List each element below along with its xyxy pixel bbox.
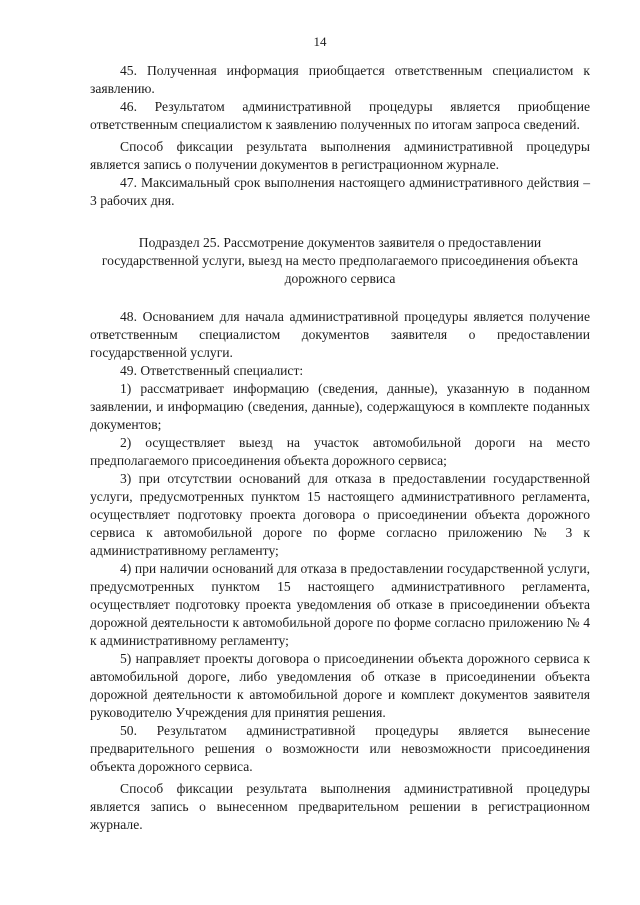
- paragraph-48: 48. Основанием для начала административной процедуры является получение ответственным специалистом документов заявителя о предоставлении государственной услуги.: [90, 309, 590, 360]
- paragraph-fixation-method-2: Способ фиксации результата выполнения административной процедуры является запись о вынесенном предварительном решении в регистрационном журнале.: [90, 781, 590, 832]
- paragraph-45: 45. Полученная информация приобщается ответственным специалистом к заявлению.: [90, 63, 590, 96]
- list-item-2: 2) осуществляет выезд на участок автомобильной дороги на место предполагаемого присоединения объекта дорожного сервиса;: [90, 435, 590, 468]
- subsection-title: Подраздел 25. Рассмотрение документов заявителя о предоставлении государственной услуги, выезд на место предполагаемого присоединения объекта дорожного сервиса: [101, 235, 579, 286]
- list-item-4: 4) при наличии оснований для отказа в предоставлении государственной услуги, предусмотренных пунктом 15 настоящего административного регламента, осуществляет подготовку проекта уведомления об отказе в присоединении объекта дорожной деятельности к автомобильной дороге по форме согласно приложению № 4 к административному регламенту;: [90, 561, 590, 648]
- paragraph-fixation-method-1: Способ фиксации результата выполнения административной процедуры является запись о получении документов в регистрационном журнале.: [90, 139, 590, 172]
- page-number: 14: [313, 34, 327, 49]
- paragraph-47: 47. Максимальный срок выполнения настоящего административного действия – 3 рабочих дня.: [90, 175, 590, 208]
- paragraph-46: 46. Результатом административной процедуры является приобщение ответственным специалистом к заявлению полученных по итогам запроса сведений.: [90, 99, 590, 132]
- list-item-1: 1) рассматривает информацию (сведения, данные), указанную в поданном заявлении, и информацию (сведения, данные), содержащуюся в комплекте поданных документов;: [90, 381, 590, 432]
- list-item-5: 5) направляет проекты договора о присоединении объекта дорожного сервиса к автомобильной дороге, либо уведомления об отказе в присоединении объекта дорожной деятельности к автомобильной дороге и комплект документов заявителя руководителю Учреждения для принятия решения.: [90, 651, 590, 720]
- paragraph-50: 50. Результатом административной процедуры является вынесение предварительного решения о возможности или невозможности присоединения объекта дорожного сервиса.: [90, 723, 590, 774]
- paragraph-49: 49. Ответственный специалист:: [120, 363, 304, 378]
- page-content: [90, 62, 590, 834]
- list-item-3: 3) при отсутствии оснований для отказа в предоставлении государственной услуги, предусмотренных пунктом 15 настоящего административного регламента, осуществляет подготовку проекта договора о присоединении объекта дорожного сервиса к автомобильной дороге по форме согласно приложению № 3 к административному регламенту;: [90, 471, 590, 558]
